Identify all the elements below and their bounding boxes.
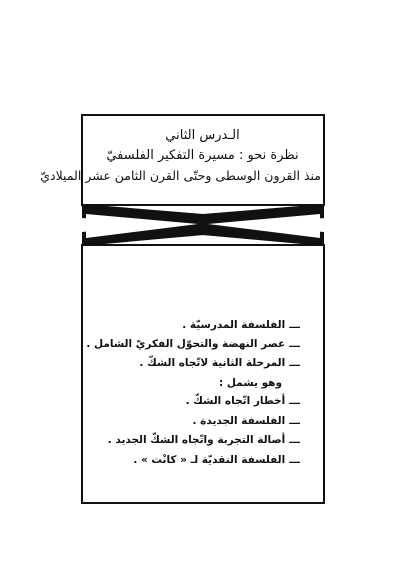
includes-label: وهو يشمل :: [219, 377, 282, 389]
lesson-title-block: [40, 117, 321, 203]
lesson-label: الـدرس الثاني: [165, 128, 240, 143]
outline-item: [86, 337, 300, 351]
item-dash: ـــ: [289, 319, 300, 331]
item-dash: ـــ: [289, 434, 300, 446]
item-text: عصر النهضة والتحوّل الفكريّ الشامل .: [86, 338, 286, 350]
lesson-subtitle: نظرة نحو : مسيرة التفكير الفلسفيّ: [106, 148, 299, 163]
item-dash: ـــ: [289, 415, 300, 427]
item-dash: ـــ: [289, 338, 300, 350]
outline-sub-item: [133, 453, 300, 467]
item-dash: ـــ: [289, 395, 300, 407]
outline-item: [182, 318, 300, 332]
outline-sub-item: [108, 433, 300, 447]
item-dash: ـــ: [289, 357, 300, 369]
lesson-range: منذ القرون الوسطى وحتّى القرن الثامن عشر الميلاديّ: [40, 168, 321, 183]
item-text: المرحلة الثانية لاتّجاه الشكّ .: [139, 357, 286, 369]
item-text: الفلسفة النقديّة لـ « كانْت » .: [133, 454, 286, 466]
outline-sub-item: [186, 394, 300, 408]
item-text: أصالة التجربة واتّجاه الشكّ الجديد .: [107, 434, 286, 446]
item-text: الفلسفة المدرسيّة .: [182, 319, 286, 331]
outline-item: [139, 356, 300, 370]
item-text: الفلسفة الجديدة .: [192, 415, 286, 427]
outline-sub-item: [193, 414, 300, 428]
item-text: أخطار اتّجاه الشكّ .: [185, 395, 286, 407]
item-dash: ـــ: [289, 454, 300, 466]
